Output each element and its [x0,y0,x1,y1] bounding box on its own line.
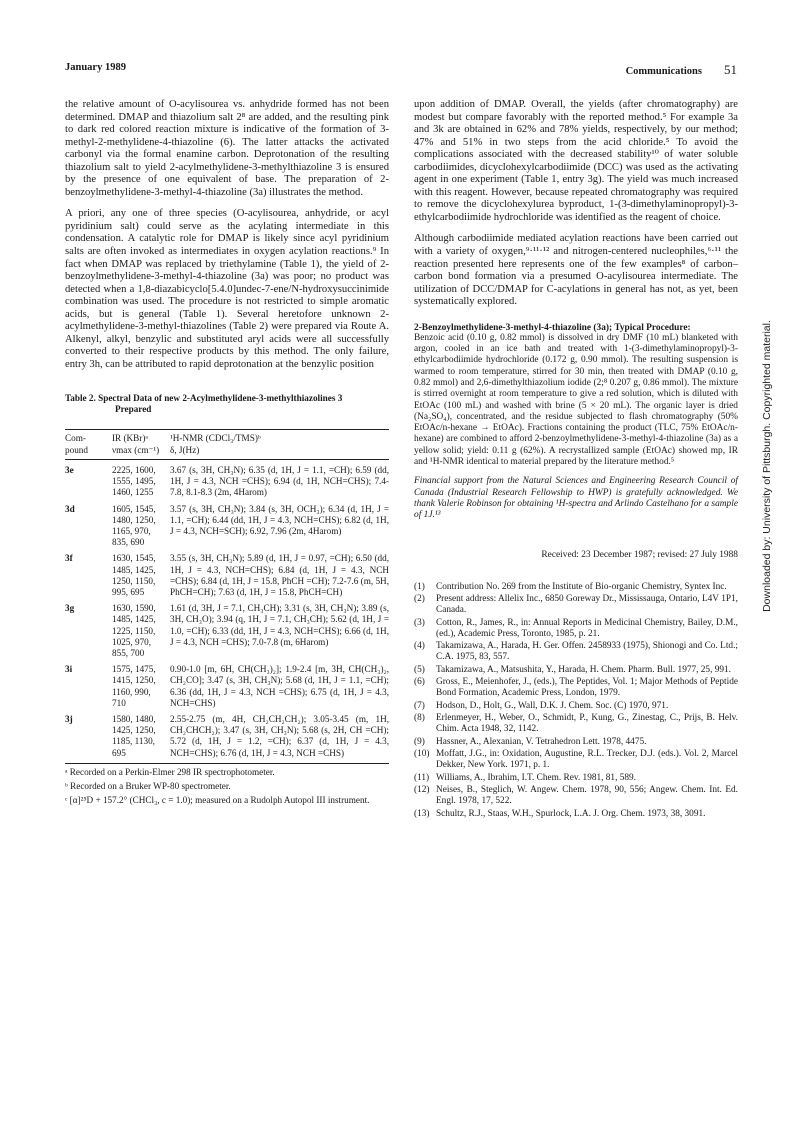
header-compound [65,433,112,455]
cell-compound: 3g [65,603,75,614]
reference-number: (11) [414,772,430,783]
reference-item [414,665,738,676]
reference-number: (10) [414,749,430,759]
reference-text: Gross, E., Meienhofer, J., (eds.), The Peptides, Vol. 1; Major Methods of Peptide Bond Formation, Academic Press, London, 1979. [436,677,738,698]
right-column [414,99,738,821]
reference-item [414,618,738,640]
reference-number: (13) [414,808,430,819]
cell-compound: 3i [65,664,73,675]
table-footnote-a: ᵃ Recorded on a Perkin-Elmer 298 IR spectrophotometer. [65,766,275,777]
header-nmr-line2: δ, J(Hz) [170,444,200,455]
references-list [414,582,738,820]
header-compound-line2: pound [65,444,88,455]
reference-text: Williams, A., Ibrahim, I.T. Chem. Rev. 1981, 81, 589. [436,772,637,783]
header-ir-line2: νmax (cm⁻¹) [112,444,160,455]
cell-nmr: 2.55-2.75 (m, 4H, CH₂CH₂CH₂); 3.05-3.45 (m, 1H, CH₂CHCH₂); 3.47 (s, 3H, CH₃N); 5.68 (s, 2H, CH =CH); 5.72 (d, 1H, J = 1.2, =CH); 6.37 (d, 1H, J = 4.3, NCH=CHS); 6.76 (d, 1H, J = 4.3, NCH =CHS) [170,713,389,758]
reference-number: (2) [414,594,425,604]
reference-text: Present address: Allelix Inc., 6850 Goreway Dr., Mississauga, Ontario, L4V 1P1, Canada. [436,594,738,615]
table-header-row [65,433,389,455]
right-paragraph-2: Although carbodiimide mediated acylation reactions have been carried out with a variety of oxygen,⁹·¹¹·¹² and nitrogen-centered nucleophiles,⁶·¹¹ the reaction presented here represents one of the few examples⁸ of carbon–carbon bond formation via a presumed O-acylisourea intermediate. The utilization of DCC/DMAP for C-acylations in general has not, as yet, been systematically explored. [414,233,738,308]
reference-text: Moffatt, J.G., in: Oxidation, Augustine, R.L. Trecker, D.J. (eds.). Vol. 2, Marcel Dekker, New York. 1971, p. 1. [436,749,738,770]
table-top-rule [65,429,389,430]
download-watermark [760,226,774,706]
header-ir-line1: IR (KBr)ᵃ [112,433,148,444]
cell-compound: 3j [65,713,73,724]
reference-text: Hassner, A., Alexanian, V. Tetrahedron Lett. 1978, 4475. [436,736,647,747]
reference-number: (8) [414,713,425,723]
reference-text: Takamizawa, A., Matsushita, Y., Harada, H. Chem. Pharm. Bull. 1977, 25, 991. [436,664,731,675]
reference-text: Cotton, R., James, R., in: Annual Reports in Medicinal Chemistry, Bailey, D.M., (ed.), Academic Press, Toronto, 1985, p. 21. [436,617,738,639]
reference-text: Contribution No. 269 from the Institute of Bio-organic Chemistry, Syntex Inc. [436,581,727,592]
right-paragraph-1: upon addition of DMAP. Overall, the yields (after chromatography) are modest but compare favorably with the reported method.⁵ For example 3a and 3k are obtained in 62% and 78% yields, respectively, by our method; 47% and 51% in two steps from the acid chloride.⁵ To avoid the complications associated with the decreased stability¹⁰ of water soluble carbodiimides, dicyclohexylcarbodiimide (DCC) was used as the activating agent in one experiment (Table 1, entry 3g). The yield was much increased with this reagent. However, because repeated chromatography was required to remove the dicyclohexylurea byproduct, 1-(3-dimethylaminopropyl)-3-ethylcarbodiimide hydrochloride was identified as the reagent of choice. [414,99,738,223]
table-row [65,465,389,499]
reference-number: (4) [414,641,425,651]
procedure-title: 2-Benzoylmethylidene-3-methyl-4-thiazoline (3a); Typical Procedure: [414,322,691,333]
header-nmr [170,433,389,455]
cell-compound: 3f [65,553,73,564]
journal-date: January 1989 [65,62,126,73]
table-caption-label: Table 2. [65,393,96,404]
table-row [65,714,389,759]
cell-nmr: 3.67 (s, 3H, CH₃N); 6.35 (d, 1H, J = 1.1, =CH); 6.59 (dd, 1H, J = 4.3, NCH =CHS); 6.94 (d, 1H, NCH=CHS); 7.4-7.8, 8.1-8.3 (2m, 4Harom) [170,464,389,498]
reference-number: (1) [414,581,425,592]
cell-nmr: 1.61 (d, 3H, J = 7.1, CH₃CH); 3.31 (s, 3H, CH₃N); 3.89 (s, 3H, CH₃O); 3.94 (q, 1H, J = 7.1, CH₃CH); 5.62 (d, 1H, J = 1.0, =CH); 6.33 (dd, 1H, J = 4.3, NCH=CHS); 6.66 (d, 1H, J = 4.3, NCH =CHS); 7.0-7.8 (m, 6Harom) [170,603,389,647]
table-caption [65,393,389,415]
left-column [65,99,389,806]
cell-compound: 3e [65,464,74,475]
table-header-rule [65,459,389,460]
cell-ir: 1580, 1480, 1425, 1250, 1185, 1130, 695 [112,713,156,758]
reference-number: (3) [414,617,425,628]
table-body [65,465,389,759]
reference-item [414,713,738,735]
header-right [626,62,737,78]
reference-item [414,677,738,699]
running-header [65,62,737,78]
reference-number: (7) [414,700,425,711]
reference-text: Neises, B., Steglich, W. Angew. Chem. 1978, 90, 556; Angew. Chem. Int. Ed. Engl. 1978, 17, 522. [436,785,738,806]
table-caption-cont: Prepared [115,404,152,415]
reference-item [414,701,738,712]
acknowledgement: Financial support from the Natural Sciences and Engineering Research Council of Canada (Industrial Research Fellowship to HWP) is gratefully acknowledged. We thank Valerie Robinson for obtaining ¹H-spectra and Arlindo Castelhano for a sample of 1J.¹³ [414,476,738,521]
table-row [65,664,389,709]
reference-text: Hodson, D., Holt, G., Wall, D.K. J. Chem. Soc. (C) 1970, 971. [436,700,669,711]
left-paragraph-1: the relative amount of O-acylisourea vs. anhydride formed has not been determined. DMAP and thiazolium salt 2⁸ are added, and the resulting pink to dark red colored reaction mixture is indicative of the formation of 3-methyl-2-methylidene-4-thiazoline (6). The latter attacks the activated carbonyl via the formal enamine carbon. Deprotonation of the resulting thiazolium salt to yield 2-acylmethylidene-3-methylthiazoline 3 is ensured by the presence of one equivalent of base. The preparation of 2-benzoylmethylidene-3-methyl-4-thiazoline (3a) illustrates the method. [65,99,389,198]
reference-item [414,641,738,663]
reference-item [414,737,738,748]
reference-text: Schultz, R.J., Staas, W.H., Spurlock, L.A. J. Org. Chem. 1973, 38, 3091. [436,808,706,819]
procedure-text: Benzoic acid (0.10 g, 0.82 mmol) is dissolved in dry DMF (10 mL) blanketed with argon, cooled in an ice bath and treated with 1-(3-dimethylaminopropyl)-3-ethylcarbodiimide hydrochloride (0.172 g, 0.90 mmol). The resulting suspension is warmed to room temperature, stirred for 30 min, then treated with DMAP (0.10 g, 0.82 mmol) and 2,6-dimethylthiazolium iodide (2;⁸ 0.207 g, 0.86 mmol). The mixture is stirred overnight at room temperature to give a red solution, which is diluted with EtOAc (100 mL) and washed with brine (5 × 20 mL). The organic layer is dried (Na₂SO₄), concentrated, and the residue subjected to flash chromatography (50% EtOAc/n-hexane → EtOAc). Fractions containing the product (TLC, 75% EtOAc/n-hexane) are combined to afford 2-benzoylmethylidene-3-methyl-4-thiazoline (3a) as a yellow solid; yield: 0.11 g (62%). A recrystallized sample (EtOAc) showed mp, IR and ¹H-NMR identical to material prepared by the literature method.⁵ [414,332,738,468]
table-caption-text: Spectral Data of new 2-Acylmethylidene-3-methylthiazolines 3 [98,393,343,404]
cell-compound: 3d [65,503,75,514]
table-bottom-rule [65,763,389,764]
table-row [65,553,389,598]
reference-item [414,809,738,820]
header-compound-line1: Com- [65,433,86,444]
reference-item [414,749,738,771]
table-footnote-b: ᵇ Recorded on a Bruker WP-80 spectrometer. [65,780,231,791]
reference-item [414,773,738,784]
reference-item [414,594,738,616]
cell-ir: 2225, 1600, 1555, 1495, 1460, 1255 [112,464,156,498]
reference-text: Erlenmeyer, H., Weber, O., Schmidt, P., Kung, G., Zinestag, C., Prijs, B. Helv. Chim. Acta 1948, 32, 1142. [436,713,738,734]
header-nmr-line1: ¹H-NMR (CDCl₃/TMS)ᵇ [170,433,261,444]
cell-ir: 1605, 1545, 1480, 1250, 1165, 970, 835, 690 [112,503,156,548]
cell-nmr: 3.57 (s, 3H, CH₃N); 3.84 (s, 3H, OCH₃); 6.34 (d, 1H, J = 1.1, =CH); 6.44 (dd, 1H, J = 4.3, NCH=CHS); 6.82 (d, 1H, J = 4.3, NCH=SCH); 6.92, 7.96 (2m, 4Harom) [170,503,389,536]
download-watermark-text: Downloaded by: University of Pittsburgh. Copyrighted material. [761,320,773,612]
reference-text: Takamizawa, A., Harada, H. Ger. Offen. 2458933 (1975), Shionogi and Co. Ltd.; C.A. 1975, 83, 557. [436,641,738,662]
page-number: 51 [724,62,737,77]
reference-number: (9) [414,736,425,747]
header-ir [112,433,170,455]
reference-item [414,785,738,807]
table-footnote-c: ᶜ [α]²⁵D + 157.2° (CHCl₃, c = 1.0); measured on a Rudolph Autopol III instrument. [65,794,370,805]
table-row [65,603,389,659]
reference-item [414,582,738,593]
received-date: Received: 23 December 1987; revised: 27 July 1988 [541,549,738,560]
cell-ir: 1575, 1475, 1415, 1250, 1160, 990, 710 [112,664,156,708]
table-row [65,504,389,549]
cell-nmr: 0.90-1.0 [m, 6H, CH(CH₃)₂]; 1.9-2.4 [m, 3H, CH(CH₃)₂, CH₂CO]; 3.47 (s, 3H, CH₃N); 5.68 (d, 1H, J = 1.1, =CH); 6.36 (dd, 1H, J = 4.3, NCH =CHS); 6.75 (d, 1H, J = 4.3, NCH=CHS) [170,664,389,708]
reference-number: (6) [414,677,425,687]
reference-number: (12) [414,785,430,795]
reference-number: (5) [414,664,425,675]
cell-nmr: 3.55 (s, 3H, CH₃N); 5.89 (d, 1H, J = 0.97, =CH); 6.50 (dd, 1H, J = 4.3, NCH=CHS); 6.84 (d, 1H, J = 4.3, NCH =CHS); 6.84 (d, 1H, J = 15.8, PhCH =CH); 7.2-7.6 (m, 5H, PhCH=CH); 7.63 (d, 1H, J = 15.8, PhCH=CH) [170,553,389,597]
left-paragraph-2: A priori, any one of three species (O-acylisourea, anhydride, or acyl pyridinium salt) could serve as the acylating intermediate in this condensation. A catalytic role for DMAP is likely since acyl pyridinium salts are often invoked as intermediates in oxygen acylation reactions.⁹ In fact when DMAP was replaced by triethylamine (Table 1), the yield of 2-benzoylmethylidene-3-methyl-4-thiazoline (3a) was poor; no product was detected when a 1,8-diazabicyclo[5.4.0]undec-7-ene/N-hydroxysuccinimide combination was used. The procedure is not restricted to simple aromatic acids, but is general (Table 1). Several heretofore unknown 2-acylmethylidene-3-methyl-thiazolines (Table 2) were prepared via Route A. Alkenyl, alkyl, benzylic and substituted aryl acids were all successfully converted to their respective products by this method. The only failure, entry 3h, can be attributed to rapid deprotonation at the benzylic position [65,208,389,370]
cell-ir: 1630, 1545, 1485, 1425, 1250, 1150, 995, 695 [112,553,156,597]
section-name: Communications [625,66,702,77]
cell-ir: 1630, 1590, 1485, 1425, 1225, 1150, 1025, 970, 855, 700 [112,603,156,658]
